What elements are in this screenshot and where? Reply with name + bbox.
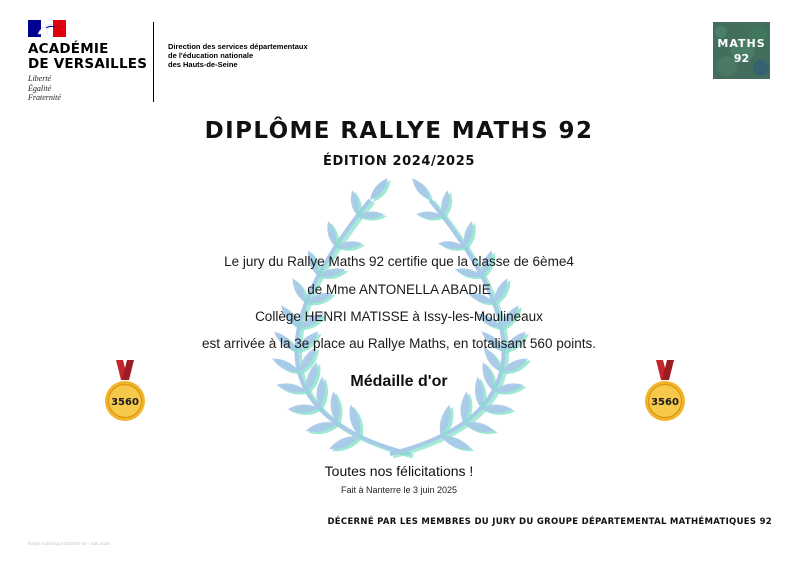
header-divider xyxy=(153,22,154,102)
diploma-title: DIPLÔME RALLYE MATHS 92 xyxy=(204,118,594,144)
direction-line1: Direction des services départementaux xyxy=(168,42,308,51)
marianne-flag-icon xyxy=(28,20,66,37)
academy-name-line2: DE VERSAILLES xyxy=(28,56,148,72)
direction-line2: de l'éducation nationale xyxy=(168,51,254,60)
logo-text-92: 92 xyxy=(733,52,750,65)
maths-92-logo xyxy=(713,22,770,79)
place-date-text: Fait à Nanterre le 3 juin 2025 xyxy=(340,485,458,495)
diploma-edition: ÉDITION 2024/2025 xyxy=(323,154,475,169)
gold-medal-icon xyxy=(104,360,146,424)
result-line: est arrivée à la 3e place au Rallye Maths, en totalisant 560 points. xyxy=(202,336,596,351)
logo-text-maths: MATHS xyxy=(717,37,766,50)
medal-label-right: 3560 xyxy=(651,397,679,408)
footnote-text: Rallye numérique DSDEN 92 - Juin 2025 xyxy=(28,541,110,546)
medal-label-left: 3560 xyxy=(111,397,139,408)
direction-line3: des Hauts-de-Seine xyxy=(168,60,238,69)
awarded-by-text: DÉCERNÉ PAR LES MEMBRES DU JURY DU GROUPE DÉPARTEMENTAL MATHÉMATIQUES 92 xyxy=(327,517,772,527)
certification-line: Le jury du Rallye Maths 92 certifie que la classe de 6ème4 xyxy=(224,254,574,269)
motto-liberte: Liberté xyxy=(28,74,52,83)
school-line: Collège HENRI MATISSE à Issy-les-Moulineaux xyxy=(255,309,543,324)
laurel-leaf xyxy=(351,190,359,216)
medal-title: Médaille d'or xyxy=(350,373,448,390)
republic-motto xyxy=(28,74,61,103)
congratulations-text: Toutes nos félicitations ! xyxy=(324,463,474,479)
academy-name xyxy=(28,42,147,72)
teacher-line: de Mme ANTONELLA ABADIE xyxy=(307,282,491,297)
laurel-leaf xyxy=(441,436,471,449)
gold-medal-icon xyxy=(644,360,686,424)
motto-fraternite: Fraternité xyxy=(28,93,61,102)
motto-egalite: Égalité xyxy=(28,83,52,93)
direction-label xyxy=(168,42,308,69)
academy-name-line1: ACADÉMIE xyxy=(28,41,109,57)
